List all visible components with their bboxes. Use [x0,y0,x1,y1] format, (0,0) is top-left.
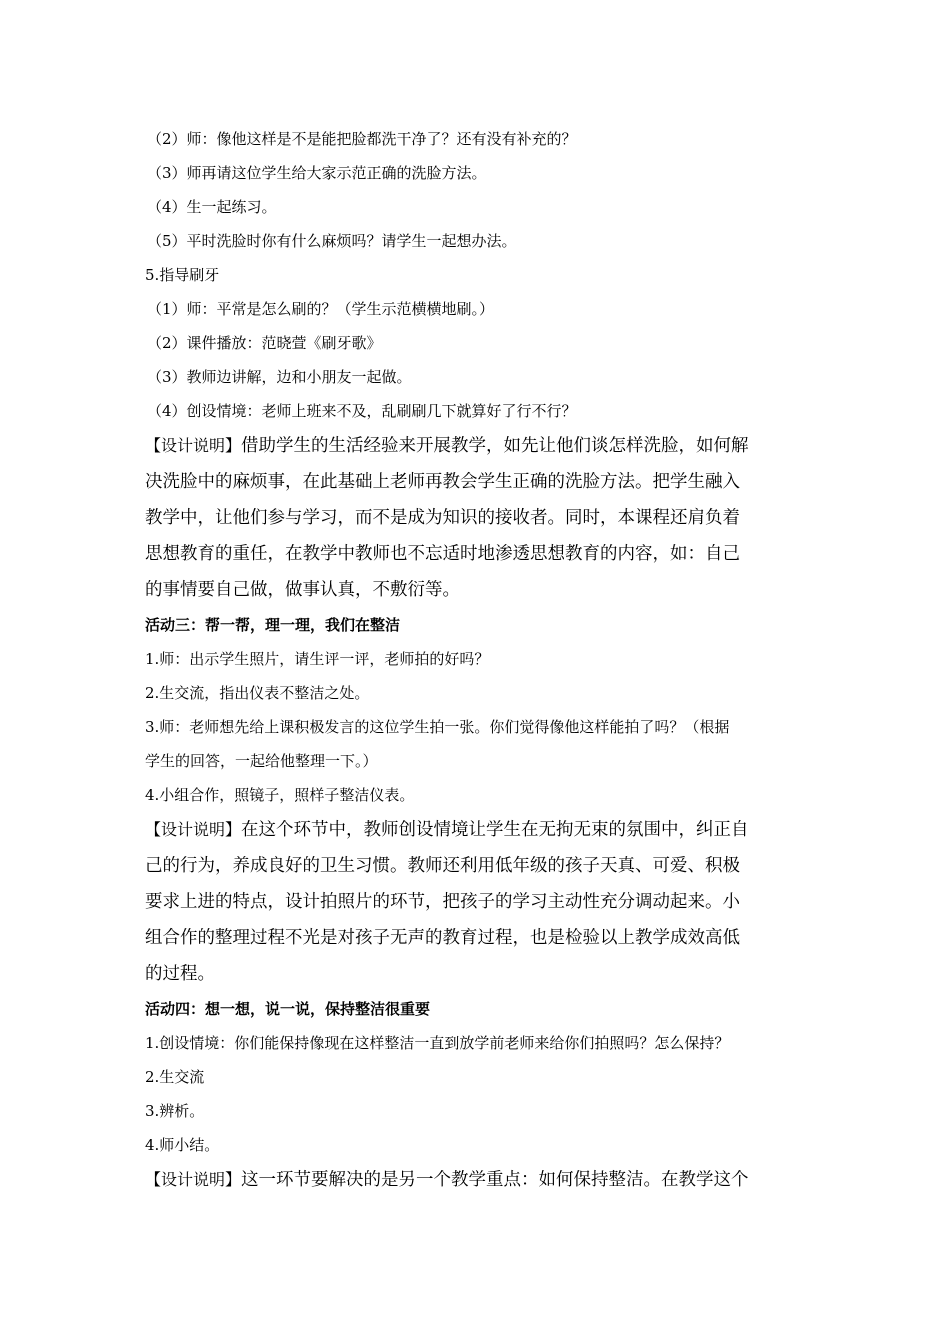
design-note-line: 这一环节要解决的是另一个教学重点：如何保持整洁。在教学这个 [241,1170,749,1190]
wash-step-2: （2）师：像他这样是不是能把脸都洗干净了？还有没有补充的？ [147,130,577,148]
design-note-tag: 【设计说明】 [145,436,242,455]
activity-3-heading: 活动三：帮一帮，理一理，我们在整洁 [145,616,401,634]
activity-4-heading: 活动四：想一想，说一说，保持整洁很重要 [145,1000,431,1018]
activity-4-item: 3.辨析。 [145,1102,205,1120]
wash-step-3: （3）师再请这位学生给大家示范正确的洗脸方法。 [147,164,487,182]
brushing-heading: 5.指导刷牙 [145,266,220,284]
design-note-tag: 【设计说明】 [145,1170,242,1189]
design-note-line: 的过程。 [145,964,215,984]
design-note-2 [145,812,810,992]
design-note-line: 决洗脸中的麻烦事，在此基础上老师再教会学生正确的洗脸方法。把学生融入 [145,472,740,492]
activity-3-item: 2.生交流，指出仪表不整洁之处。 [145,684,370,702]
activity-4-item: 2.生交流 [145,1068,205,1086]
wash-step-5: （5）平时洗脸时你有什么麻烦吗？请学生一起想办法。 [147,232,517,250]
activity-4-item: 1.创设情境：你们能保持像现在这样整洁一直到放学前老师来给你们拍照吗？怎么保持？ [145,1034,730,1052]
brush-step-3: （3）教师边讲解，边和小朋友一起做。 [147,368,412,386]
design-note-line: 借助学生的生活经验来开展教学，如先让他们谈怎样洗脸，如何解 [241,436,749,456]
design-note-line: 教学中，让他们参与学习，而不是成为知识的接收者。同时，本课程还肩负着 [145,508,740,528]
document-body [145,122,810,1198]
design-note-line: 的事情要自己做，做事认真，不敷衍等。 [145,580,460,600]
design-note-line: 在这个环节中，教师创设情境让学生在无拘无束的氛围中，纠正自 [241,820,749,840]
brush-step-4: （4）创设情境：老师上班来不及，乱刷刷几下就算好了行不行？ [147,402,577,420]
activity-3-item: 3.师：老师想先给上课积极发言的这位学生拍一张。你们觉得像他这样能拍了吗？（根据 [145,718,730,736]
design-note-3 [145,1162,810,1198]
activity-3-item: 1.师：出示学生照片，请生评一评，老师拍的好吗？ [145,650,490,668]
brush-step-2: （2）课件播放：范晓萱《刷牙歌》 [147,334,382,352]
design-note-line: 要求上进的特点，设计拍照片的环节，把孩子的学习主动性充分调动起来。小 [145,892,740,912]
design-note-1 [145,428,810,608]
design-note-line: 己的行为，养成良好的卫生习惯。教师还利用低年级的孩子天真、可爱、积极 [145,856,740,876]
wash-step-4: （4）生一起练习。 [147,198,277,216]
design-note-line: 组合作的整理过程不光是对孩子无声的教育过程，也是检验以上教学成效高低 [145,928,740,948]
design-note-tag: 【设计说明】 [145,820,242,839]
activity-3-item: 学生的回答，一起给他整理一下。） [145,752,378,770]
design-note-line: 思想教育的重任，在教学中教师也不忘适时地渗透思想教育的内容，如：自己 [145,544,740,564]
activity-4-item: 4.师小结。 [145,1136,220,1154]
activity-3-item: 4.小组合作，照镜子，照样子整洁仪表。 [145,786,415,804]
brush-step-1: （1）师：平常是怎么刷的？（学生示范横横地刷。） [147,300,495,318]
